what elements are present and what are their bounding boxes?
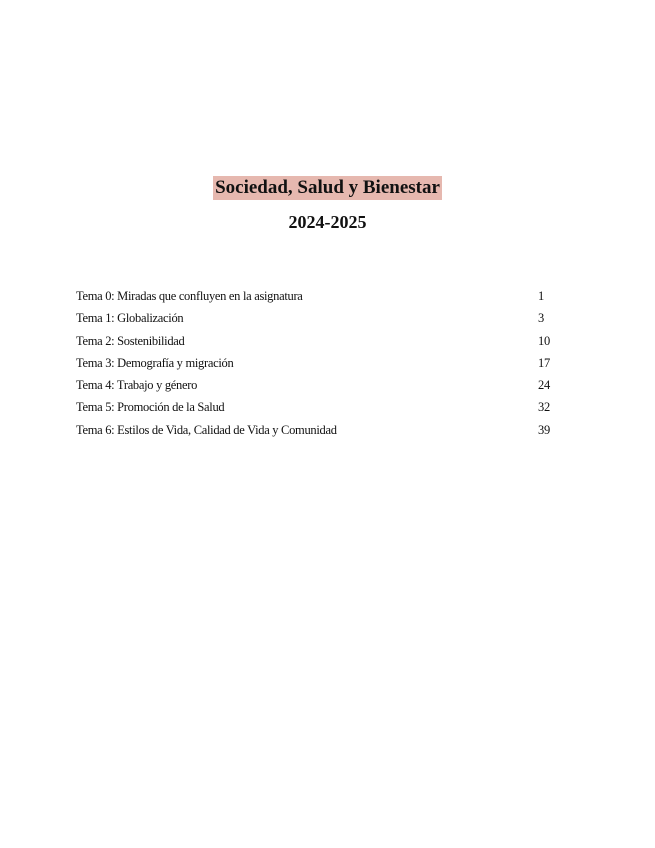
title-container (0, 176, 655, 200)
toc-entry (76, 396, 576, 418)
toc-entry-page: 1 (538, 289, 544, 303)
toc-entry-label: Tema 6: Estilos de Vida, Calidad de Vida y Comunidad (76, 422, 337, 437)
toc-entry-label: Tema 2: Sostenibilidad (76, 333, 185, 348)
toc-entry (76, 307, 576, 329)
toc-entry-page: 24 (538, 378, 550, 393)
toc-entry-page: 17 (538, 355, 550, 370)
toc-entry (76, 285, 576, 307)
toc-entry-page: 3 (538, 311, 544, 326)
table-of-contents (76, 285, 576, 441)
toc-entry-label: Tema 5: Promoción de la Salud (76, 400, 225, 415)
toc-entry-page: 10 (538, 333, 550, 348)
document-year: 2024-2025 (288, 212, 367, 232)
toc-entry-page: 32 (538, 400, 550, 415)
toc-entry (76, 374, 576, 396)
document-title: Sociedad, Salud y Bienestar (215, 177, 440, 198)
toc-entry-label: Tema 1: Globalización (76, 311, 184, 326)
toc-entry (76, 419, 576, 441)
toc-entry (76, 330, 576, 352)
toc-entry-label: Tema 0: Miradas que confluyen en la asignatura (76, 289, 303, 303)
toc-entry (76, 352, 576, 374)
toc-entry-label: Tema 4: Trabajo y género (76, 378, 198, 393)
toc-entry-label: Tema 3: Demografía y migración (76, 355, 234, 370)
toc-entry-page: 39 (538, 422, 550, 437)
